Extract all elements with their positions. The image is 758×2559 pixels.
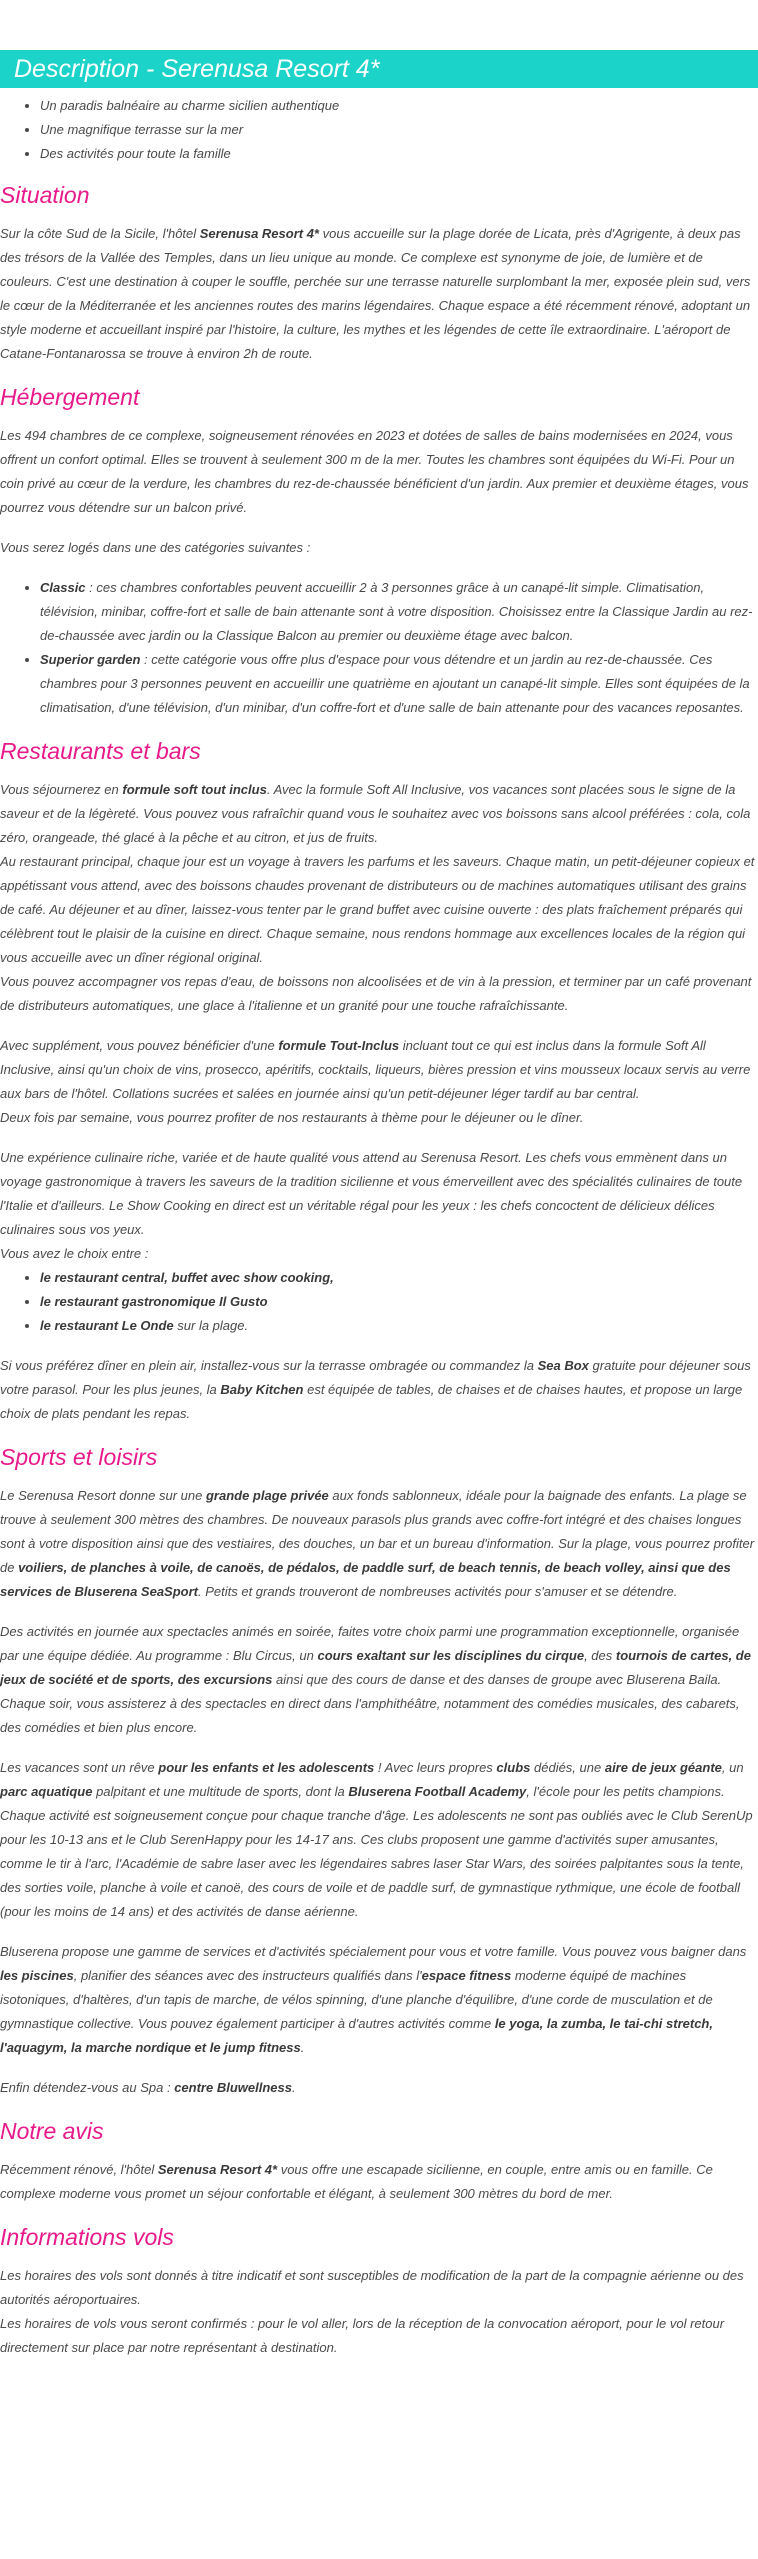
section-heading-situation: Situation bbox=[0, 182, 90, 208]
bold-run: grande plage privée bbox=[205, 1488, 329, 1503]
section-heading-restaurants: Restaurants et bars bbox=[0, 738, 201, 764]
restaurants-paragraph bbox=[0, 1034, 758, 1106]
restaurant-name: le restaurant gastronomique Il Gusto bbox=[40, 1294, 268, 1309]
text-run: vous accueille sur la plage dorée de Licata, près d'Agrigente, à deux pas des trésors de la Vallée des Temples, dans un lieu unique au monde. Ce complexe est synonyme de joie, de lumière et de couleurs. C'est une destination à couper le souffle, perchée sur une terrasse naturelle surplombant la mer, exposée plein sud, vers le cœur de la Méditerranée et les anciennes routes des marins légendaires. Chaque espace a été récemment rénové, adoptant un style moderne et accueillant inspiré par l'histoire, la culture, les mythes et les légendes de cette île extraordinaire. L'aéroport de Catane-Fontanarossa se trouve à environ 2h de route. bbox=[0, 226, 751, 361]
text-run: , des bbox=[584, 1648, 616, 1663]
text-run: Sur la côte Sud de la Sicile, l'hôtel bbox=[0, 226, 200, 241]
bold-run: aire de jeux géante bbox=[604, 1760, 722, 1775]
restaurant-name: le restaurant Le Onde bbox=[40, 1318, 174, 1333]
text-run: moderne équipé de machines isotoniques, d'haltères, d'un tapis de marche, de vélos spinning, d'une planche d'équilibre, d'une corde de musculation et de gymnastique collective. Vous pouvez également participer à d'autres activités comme bbox=[0, 1968, 713, 2031]
situation-paragraph bbox=[0, 222, 758, 366]
bold-run: le yoga, la zumba, le tai-chi stretch, l'aquagym, la marche nordique et le jump fitness bbox=[0, 2016, 713, 2055]
text-run: Vous séjournerez en bbox=[0, 782, 123, 797]
text-run: . Petits et grands trouveront de nombreuses activités pour s'amuser et se détendre. bbox=[198, 1584, 678, 1599]
highlight-item: • Un paradis balnéaire au charme sicilien authentique bbox=[40, 94, 758, 118]
section-heading-avis: Notre avis bbox=[0, 2118, 104, 2144]
sports-paragraph bbox=[0, 1620, 758, 1740]
room-category-name: Classic bbox=[40, 580, 86, 595]
bold-run: Bluserena Football Academy bbox=[348, 1784, 527, 1799]
bold-run: formule soft tout inclus bbox=[122, 782, 267, 797]
bold-run: tournois de cartes, de jeux de société et de sports, des excursions bbox=[0, 1648, 751, 1687]
text-run: Le Serenusa Resort donne sur une bbox=[0, 1488, 206, 1503]
restaurants-paragraph bbox=[0, 1354, 758, 1426]
text-run: est équipée de tables, de chaises et de chaises hautes, et propose un large choix de plats pendant les repas. bbox=[0, 1382, 743, 1421]
bold-run: centre Bluwellness bbox=[174, 2080, 292, 2095]
text-run: , planifier des séances avec des instructeurs qualifiés dans l' bbox=[73, 1968, 422, 1983]
restaurants-paragraph: Au restaurant principal, chaque jour est un voyage à travers les parfums et les saveurs. Chaque matin, un petit-déjeuner copieux et appétissant vous attend, avec des boissons chaudes provenant de distributeurs ou de machines automatiques utilisant des grains de café. Au déjeuner et au dîner, laissez-vous tenter par le grand buffet avec cuisine ouverte : des plats fraîchement préparés qui célèbrent tout le plaisir de la cuisine en direct. Chaque semaine, nous rendons hommage aux excellences locales de la région qui vous accueille avec un dîner régional original. bbox=[0, 854, 755, 965]
text-run: Bluserena propose une gamme de services et d'activités spécialement pour vous et votre famille. Vous pouvez vous baigner dans bbox=[0, 1944, 747, 1959]
restaurant-list bbox=[0, 1266, 758, 1338]
hotel-name: Serenusa Resort 4* bbox=[199, 226, 319, 241]
room-category-desc: : cette catégorie vous offre plus d'espace pour vous détendre et un jardin au rez-de-chaussée. Ces chambres pour 3 personnes peuvent en accueillir une quatrième en ajoutant un canapé-lit simple. Elles sont équipées de la climatisation, d'une télévision, d'un minibar, d'un coffre-fort et d'une salle de bain attenante pour des vacances reposantes. bbox=[40, 652, 750, 715]
text-run: aux fonds sablonneux, idéale pour la baignade des enfants. La plage se trouve à seulement 300 mètres des chambres. De nouveaux parasols plus grands avec coffre-fort intégré et des chaises longues sont à votre disposition ainsi que des vestiaires, des douches, un bar et un bureau d'information. Sur la plage, vous pourrez profiter de bbox=[0, 1488, 755, 1575]
text-run: sur la plage. bbox=[173, 1318, 249, 1333]
bold-run: parc aquatique bbox=[0, 1784, 93, 1799]
room-category-item bbox=[40, 648, 758, 720]
text-run: . Avec la formule Soft All Inclusive, vos vacances sont placées sous le signe de la saveur et de la légèreté. Vous pouvez vous rafraîchir quand vous le souhaitez avec vos boissons sans alcool préférées : cola, cola zéro, orangeade, thé glacé à la pêche et au citron, et jus de fruits. bbox=[0, 782, 751, 845]
text-run: Des activités en journée aux spectacles animés en soirée, faites votre choix parmi une programmation exceptionnelle, organisée par une équipe dédiée. Au programme : Blu Circus, un bbox=[0, 1624, 740, 1663]
text-run: . bbox=[291, 2080, 296, 2095]
bold-run: pour les enfants et les adolescents bbox=[158, 1760, 375, 1775]
highlight-item: • Des activités pour toute la famille bbox=[40, 142, 758, 166]
section-heading-hebergement: Hébergement bbox=[0, 384, 140, 410]
room-category-desc: : ces chambres confortables peuvent accueillir 2 à 3 personnes grâce à un canapé-lit simple. Climatisation, télévision, minibar, coffre-fort et salle de bain attenante sont à votre disposition. Choisissez entre la Classique Jardin au rez-de-chaussée avec jardin ou la Classique Balcon au premier ou deuxième étage avec balcon. bbox=[40, 580, 753, 643]
bold-run: clubs bbox=[496, 1760, 531, 1775]
section-heading-vols: Informations vols bbox=[0, 2224, 174, 2250]
bold-run: cours exaltant sur les disciplines du cirque bbox=[317, 1648, 585, 1663]
text-run: Si vous préférez dîner en plein air, installez-vous sur la terrasse ombragée ou commandez la bbox=[0, 1358, 538, 1373]
text-run: , l'école pour les petits champions. Chaque activité est soigneusement conçue pour chaque tranche d'âge. Les adolescents ne sont pas oubliés avec le Club SerenUp pour les 10-13 ans et le Club SerenHappy pour les 14-17 ans. Ces clubs proposent une gamme d'activités super amusantes, comme le tir à l'arc, l'Académie de sabre laser avec les légendaires sabres laser Star Wars, des soirées palpitantes sous la tente, des sorties voile, planche à voile et canoë, des cours de voile et de paddle surf, de gymnastique rythmique, une école de football (pour les moins de 14 ans) et des activités de danse aérienne. bbox=[0, 1784, 753, 1919]
hotel-name: Serenusa Resort 4* bbox=[157, 2162, 278, 2177]
room-categories-list bbox=[0, 576, 758, 720]
text-run: Récemment rénové, l'hôtel bbox=[0, 2162, 158, 2177]
restaurants-paragraph: Deux fois par semaine, vous pourrez profiter de nos restaurants à thème pour le déjeuner ou le dîner. bbox=[0, 1110, 584, 1125]
text-run: dédiés, une bbox=[530, 1760, 605, 1775]
sports-paragraph bbox=[0, 2076, 758, 2100]
text-run: vous offre une escapade sicilienne, en couple, entre amis ou en famille. Ce complexe moderne vous promet un séjour confortable et élégant, à seulement 300 mètres du bord de mer. bbox=[0, 2162, 713, 2201]
restaurants-paragraph: Vous avez le choix entre : bbox=[0, 1246, 149, 1261]
text-run: . bbox=[300, 2040, 305, 2055]
text-run: , un bbox=[721, 1760, 744, 1775]
text-run: Avec supplément, vous pouvez bénéficier d'une bbox=[0, 1038, 279, 1053]
section-heading-sports: Sports et loisirs bbox=[0, 1444, 158, 1470]
avis-paragraph bbox=[0, 2158, 758, 2206]
sports-paragraph bbox=[0, 1940, 758, 2060]
sports-paragraph bbox=[0, 1756, 758, 1924]
room-category-name: Superior garden bbox=[40, 652, 141, 667]
highlight-item: • Une magnifique terrasse sur la mer bbox=[40, 118, 758, 142]
room-category-item bbox=[40, 576, 758, 648]
hebergement-categories-intro: Vous serez logés dans une des catégories suivantes : bbox=[0, 540, 311, 555]
text-run: Enfin détendez-vous au Spa : bbox=[0, 2080, 175, 2095]
vols-paragraph: Les horaires des vols sont donnés à titre indicatif et sont susceptibles de modification de la part de la compagnie aérienne ou des autorités aéroportuaires. bbox=[0, 2268, 744, 2307]
hebergement-paragraph: Les 494 chambres de ce complexe, soigneusement rénovées en 2023 et dotées de salles de bains modernisées en 2024, vous offrent un confort optimal. Elles se trouvent à seulement 300 m de la mer. Toutes les chambres sont équipées du Wi-Fi. Pour un coin privé au cœur de la verdure, les chambres du rez-de-chaussée bénéficient d'un jardin. Aux premier et deuxième étages, vous pourrez vous détendre sur un balcon privé. bbox=[0, 428, 749, 515]
text-run: Les vacances sont un rêve bbox=[0, 1760, 159, 1775]
restaurant-item bbox=[40, 1266, 758, 1290]
page-title: Description - Serenusa Resort 4* bbox=[0, 50, 758, 88]
highlights-list bbox=[0, 94, 758, 166]
bold-run: voiliers, de planches à voile, de canoës, de pédalos, de paddle surf, de beach tennis, de beach volley, ainsi que des services de Bluserena SeaSport bbox=[0, 1560, 731, 1599]
text-run: gratuite pour déjeuner sous votre parasol. Pour les plus jeunes, la bbox=[0, 1358, 751, 1397]
bold-run: Baby Kitchen bbox=[220, 1382, 304, 1397]
bold-run: les piscines bbox=[0, 1968, 74, 1983]
restaurants-paragraph: Vous pouvez accompagner vos repas d'eau, de boissons non alcoolisées et de vin à la pression, et terminer par un café provenant de distributeurs automatiques, une glace à l'italienne et un granité pour une touche rafraîchissante. bbox=[0, 974, 752, 1013]
restaurant-name: le restaurant central, buffet avec show cooking, bbox=[40, 1270, 334, 1285]
bold-run: Sea Box bbox=[537, 1358, 589, 1373]
bold-run: espace fitness bbox=[421, 1968, 512, 1983]
restaurants-paragraph bbox=[0, 778, 758, 850]
text-run: palpitant et une multitude de sports, dont la bbox=[92, 1784, 349, 1799]
restaurant-item bbox=[40, 1290, 758, 1314]
text-run: ! Avec leurs propres bbox=[374, 1760, 497, 1775]
text-run: ainsi que des cours de danse et des danses de groupe avec Bluserena Baila. Chaque soir, vous assisterez à des spectacles en direct dans l'amphithéâtre, notamment des comédies musicales, des cabarets, des comédies et bien plus encore. bbox=[0, 1672, 740, 1735]
restaurant-item bbox=[40, 1314, 758, 1338]
vols-paragraph: Les horaires de vols vous seront confirmés : pour le vol aller, lors de la réception de la convocation aéroport, pour le vol retour directement sur place par notre représentant à destination. bbox=[0, 2316, 725, 2355]
restaurants-paragraph: Une expérience culinaire riche, variée et de haute qualité vous attend au Serenusa Resort. Les chefs vous emmènent dans un voyage gastronomique à travers les saveurs de la tradition sicilienne et vous émerveillent avec des spécialités culinaires de toute l'Italie et d'ailleurs. Le Show Cooking en direct est un véritable régal pour les yeux : les chefs concoctent de délicieux délices culinaires sous vos yeux. bbox=[0, 1150, 743, 1237]
sports-paragraph bbox=[0, 1484, 758, 1604]
text-run: incluant tout ce qui est inclus dans la formule Soft All Inclusive, ainsi qu'un choix de vins, prosecco, apéritifs, cocktails, liqueurs, bières pression et vins mousseux locaux servis au verre aux bars de l'hôtel. Collations sucrées et salées en journée ainsi qu'un petit-déjeuner léger tardif au bar central. bbox=[0, 1038, 751, 1101]
bold-run: formule Tout-Inclus bbox=[278, 1038, 400, 1053]
